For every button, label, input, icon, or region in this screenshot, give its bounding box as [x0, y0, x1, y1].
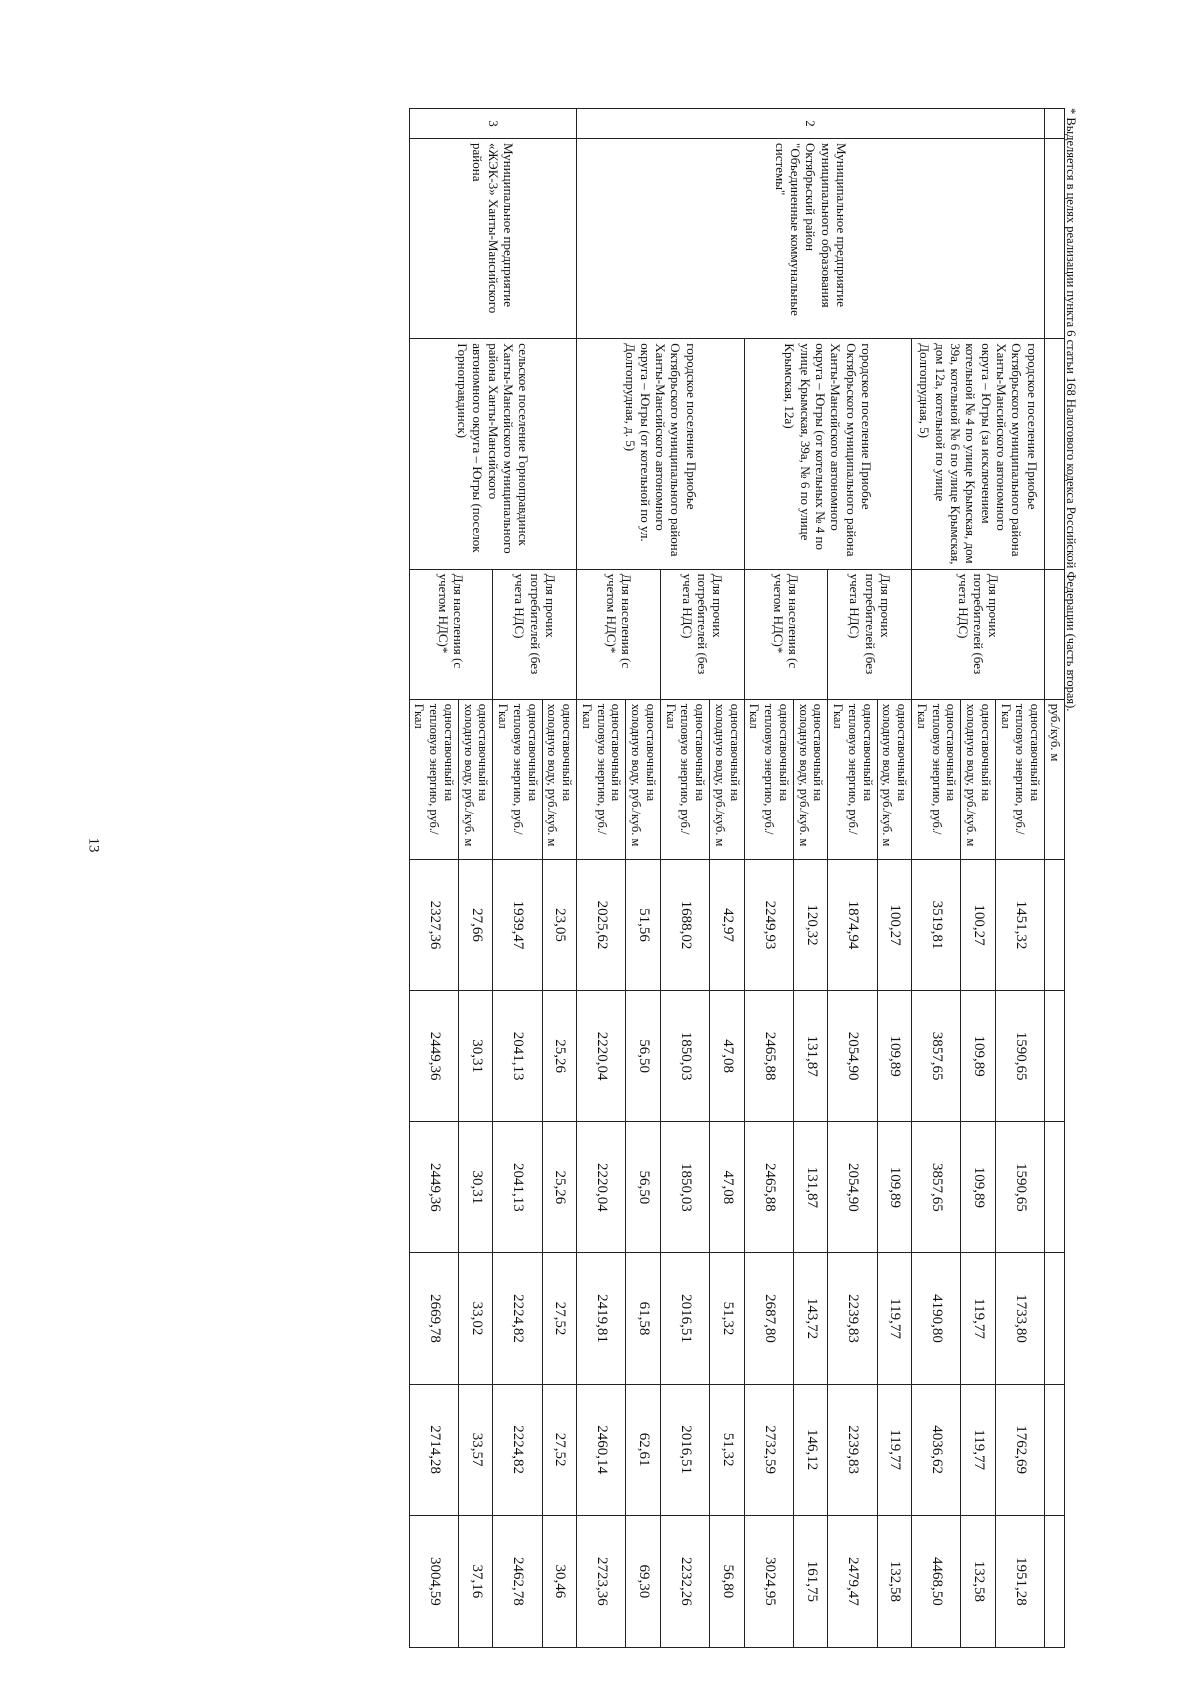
page-number: 13: [85, 837, 102, 853]
tariff-value-cell: 1590,65: [996, 991, 1045, 1122]
tariff-value-cell: 2249,93: [744, 859, 793, 990]
tariff-value-cell: 42,97: [710, 859, 745, 990]
tariff-value-cell: 61,58: [626, 1253, 661, 1384]
header-continuation-row: [1045, 109, 1065, 1648]
tariff-value-cell: 2224,82: [493, 1384, 542, 1515]
tariff-value-cell: 161,75: [794, 1515, 829, 1647]
footnote: * Выделяется в целях реализации пункта 6 статьи 168 Налогового кодекса Российской Федерации (часть вторая).: [1064, 108, 1078, 712]
tariff-unit-cell: одноставочный на тепловую энергию, руб./ Гкал: [493, 699, 542, 859]
blank-cell: [1045, 1253, 1065, 1384]
tariff-value-cell: 132,58: [961, 1515, 996, 1647]
tariff-value-cell: 2220,04: [577, 991, 626, 1122]
blank-cell: [1045, 1384, 1065, 1515]
tariff-value-cell: 119,77: [877, 1253, 912, 1384]
tariff-value-cell: 109,89: [877, 991, 912, 1122]
tariff-value-cell: 1850,03: [661, 1122, 710, 1253]
tariff-value-cell: 109,89: [877, 1122, 912, 1253]
tariff-value-cell: 4036,62: [912, 1384, 961, 1515]
tariff-value-cell: 1874,94: [828, 859, 877, 990]
tariff-unit-cell: одноставочный на холодную воду, руб./куб. м: [794, 699, 829, 859]
org-name-cell: Муниципальное предприятие муниципального образования Октябрьский район "Объединенные коммунальные системы": [577, 139, 1045, 339]
territory-cell: городское поселение Приобье Октябрьского муниципального района Ханты-Мансийского автономного округа – Югры (за исключением котельной № 4 по улице Крымская, дом 39а, котельной № 6 по улице Крымская, дом 12а, котельной по улице Долгопрудная, 5): [912, 339, 1045, 569]
tariff-value-cell: 27,52: [542, 1253, 577, 1384]
tariff-value-cell: 131,87: [794, 991, 829, 1122]
tariff-value-cell: 51,32: [710, 1253, 745, 1384]
tariff-value-cell: 62,61: [626, 1384, 661, 1515]
tariff-value-cell: 37,16: [459, 1515, 494, 1647]
tariff-value-cell: 2054,90: [828, 991, 877, 1122]
tariff-value-cell: 27,66: [459, 859, 494, 990]
tariff-value-cell: 33,02: [459, 1253, 494, 1384]
tariff-value-cell: 2232,26: [661, 1515, 710, 1647]
tariff-value-cell: 1590,65: [996, 1122, 1045, 1253]
org-index-cell: 2: [577, 109, 1045, 139]
table-row: [710, 109, 745, 1648]
tariff-value-cell: 2016,51: [661, 1253, 710, 1384]
tariff-unit-cell: одноставочный на холодную воду, руб./куб. м: [542, 699, 577, 859]
tariff-value-cell: 2449,36: [409, 991, 458, 1122]
org-name-cell: Муниципальное предприятие «ЖЭК-3» Ханты-Мансийского района: [409, 139, 577, 339]
tariff-value-cell: 69,30: [626, 1515, 661, 1647]
tariff-value-cell: 1762,69: [996, 1384, 1045, 1515]
tariff-value-cell: 2714,28: [409, 1384, 458, 1515]
tariff-value-cell: 2016,51: [661, 1384, 710, 1515]
territory-cell: городское поселение Приобье Октябрьского муниципального района Ханты-Мансийского автономного округа – Югры (от котельных № 4 по улице Крымская, 39а, № 6 по улице Крымская, 12а): [744, 339, 912, 569]
tariff-value-cell: 2465,88: [744, 1122, 793, 1253]
tariff-value-cell: 3024,95: [744, 1515, 793, 1647]
tariff-value-cell: 1850,03: [661, 991, 710, 1122]
tariff-unit-cell: одноставочный на холодную воду, руб./куб. м: [459, 699, 494, 859]
tariff-unit-cell: одноставочный на тепловую энергию, руб./ Гкал: [912, 699, 961, 859]
tariff-value-cell: 27,52: [542, 1384, 577, 1515]
tariff-value-cell: 2732,59: [744, 1384, 793, 1515]
tariff-value-cell: 25,26: [542, 1122, 577, 1253]
tariff-value-cell: 2465,88: [744, 991, 793, 1122]
tariff-value-cell: 2327,36: [409, 859, 458, 990]
tariff-value-cell: 2723,36: [577, 1515, 626, 1647]
tariff-table: [409, 108, 1065, 1648]
tariff-value-cell: 146,12: [794, 1384, 829, 1515]
tariff-unit-cell: одноставочный на тепловую энергию, руб./ Гкал: [744, 699, 793, 859]
tariff-unit-cell: одноставочный на тепловую энергию, руб./ Гкал: [828, 699, 877, 859]
tariff-value-cell: 109,89: [961, 991, 996, 1122]
tariff-value-cell: 1939,47: [493, 859, 542, 990]
blank-cell: [1045, 991, 1065, 1122]
tariff-value-cell: 30,46: [542, 1515, 577, 1647]
tariff-value-cell: 100,27: [877, 859, 912, 990]
consumer-group-cell: Для прочих потребителей (без учета НДС): [493, 569, 577, 699]
tariff-value-cell: 51,32: [710, 1384, 745, 1515]
consumer-group-cell: Для населения (с учетом НДС)*: [577, 569, 661, 699]
tariff-value-cell: 2460,14: [577, 1384, 626, 1515]
tariff-value-cell: 47,08: [710, 1122, 745, 1253]
rotated-table-container: [175, 108, 1065, 1648]
tariff-value-cell: 2220,04: [577, 1122, 626, 1253]
tariff-value-cell: 2239,83: [828, 1384, 877, 1515]
tariff-value-cell: 2479,47: [828, 1515, 877, 1647]
blank-cell: [1045, 339, 1065, 569]
tariff-value-cell: 119,77: [961, 1384, 996, 1515]
tariff-value-cell: 1951,28: [996, 1515, 1045, 1647]
table-row: [877, 109, 912, 1648]
tariff-value-cell: 100,27: [961, 859, 996, 990]
org-index-cell: 3: [409, 109, 577, 139]
tariff-value-cell: 109,89: [961, 1122, 996, 1253]
consumer-group-cell: Для населения (с учетом НДС)*: [409, 569, 493, 699]
tariff-value-cell: 2054,90: [828, 1122, 877, 1253]
tariff-value-cell: 132,58: [877, 1515, 912, 1647]
consumer-group-cell: Для прочих потребителей (без учета НДС): [912, 569, 1045, 699]
tariff-value-cell: 2449,36: [409, 1122, 458, 1253]
tariff-unit-cell: одноставочный на тепловую энергию, руб./ Гкал: [409, 699, 458, 859]
blank-cell: [1045, 1515, 1065, 1647]
tariff-value-cell: 4468,50: [912, 1515, 961, 1647]
tariff-value-cell: 3004,59: [409, 1515, 458, 1647]
tariff-value-cell: 3857,65: [912, 991, 961, 1122]
tariff-unit-cell: одноставочный на холодную воду, руб./куб. м: [626, 699, 661, 859]
tariff-value-cell: 119,77: [877, 1384, 912, 1515]
tariff-unit-cell: одноставочный на холодную воду, руб./куб. м: [961, 699, 996, 859]
tariff-value-cell: 2462,78: [493, 1515, 542, 1647]
unit-cell: руб./куб. м: [1045, 699, 1065, 859]
tariff-value-cell: 3857,65: [912, 1122, 961, 1253]
blank-cell: [1045, 859, 1065, 990]
tariff-value-cell: 4190,80: [912, 1253, 961, 1384]
tariff-value-cell: 33,57: [459, 1384, 494, 1515]
tariff-value-cell: 3519,81: [912, 859, 961, 990]
tariff-value-cell: 2239,83: [828, 1253, 877, 1384]
territory-cell: сельское поселение Горноправдинск Ханты-Мансийского муниципального района Ханты-Мансийского автономного округа – Югры (поселок Горноправдинск): [409, 339, 577, 569]
tariff-value-cell: 143,72: [794, 1253, 829, 1384]
consumer-group-cell: Для прочих потребителей (без учета НДС): [661, 569, 745, 699]
table-row: [996, 109, 1045, 1648]
tariff-unit-cell: одноставочный на холодную воду, руб./куб. м: [710, 699, 745, 859]
tariff-value-cell: 23,05: [542, 859, 577, 990]
tariff-unit-cell: одноставочный на тепловую энергию, руб./ Гкал: [996, 699, 1045, 859]
tariff-value-cell: 1733,80: [996, 1253, 1045, 1384]
tariff-value-cell: 2025,62: [577, 859, 626, 990]
tariff-value-cell: 30,31: [459, 991, 494, 1122]
tariff-value-cell: 2041,13: [493, 1122, 542, 1253]
tariff-unit-cell: одноставочный на тепловую энергию, руб./ Гкал: [577, 699, 626, 859]
tariff-unit-cell: одноставочный на тепловую энергию, руб./ Гкал: [661, 699, 710, 859]
tariff-value-cell: 120,32: [794, 859, 829, 990]
consumer-group-cell: Для населения (с учетом НДС)*: [744, 569, 828, 699]
tariff-value-cell: 47,08: [710, 991, 745, 1122]
blank-cell: [1045, 569, 1065, 699]
tariff-value-cell: 56,50: [626, 1122, 661, 1253]
tariff-value-cell: 2041,13: [493, 991, 542, 1122]
blank-cell: [1045, 109, 1065, 139]
tariff-value-cell: 2419,81: [577, 1253, 626, 1384]
territory-cell: городское поселение Приобье Октябрьского муниципального района Ханты-Мансийского автономного округа – Югры (от котельной по ул. Долгопрудная, д. 5): [577, 339, 745, 569]
tariff-value-cell: 1451,32: [996, 859, 1045, 990]
blank-cell: [1045, 139, 1065, 339]
table-row: [542, 109, 577, 1648]
tariff-value-cell: 131,87: [794, 1122, 829, 1253]
tariff-value-cell: 56,80: [710, 1515, 745, 1647]
tariff-value-cell: 2687,80: [744, 1253, 793, 1384]
tariff-value-cell: 1688,02: [661, 859, 710, 990]
tariff-value-cell: 25,26: [542, 991, 577, 1122]
consumer-group-cell: Для прочих потребителей (без учета НДС): [828, 569, 912, 699]
tariff-value-cell: 119,77: [961, 1253, 996, 1384]
tariff-value-cell: 56,50: [626, 991, 661, 1122]
tariff-value-cell: 2224,82: [493, 1253, 542, 1384]
tariff-value-cell: 2669,78: [409, 1253, 458, 1384]
tariff-value-cell: 51,56: [626, 859, 661, 990]
tariff-value-cell: 30,31: [459, 1122, 494, 1253]
tariff-unit-cell: одноставочный на холодную воду, руб./куб. м: [877, 699, 912, 859]
blank-cell: [1045, 1122, 1065, 1253]
